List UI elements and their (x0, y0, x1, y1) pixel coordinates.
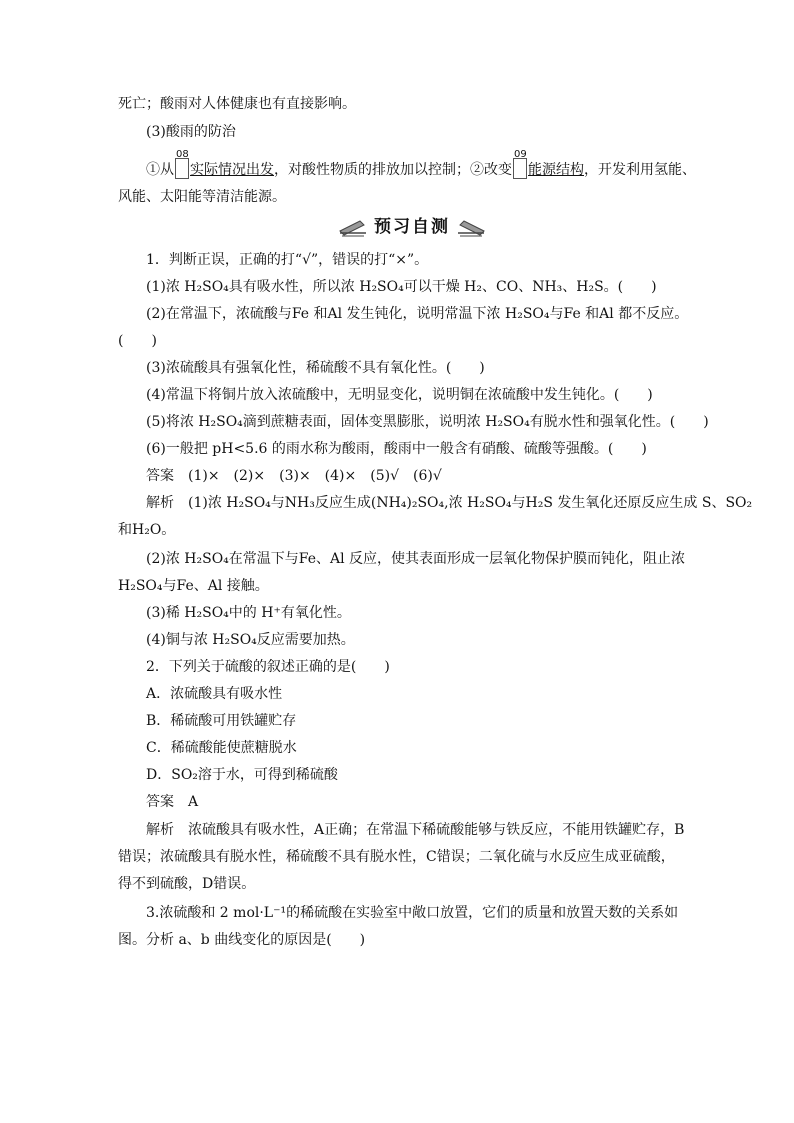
explanation-line: 得不到硫酸，D错误。 (118, 876, 256, 892)
question-item: (5)将浓 H₂SO₄滴到蔗糖表面，固体变黑膨胀，说明浓 H₂SO₄有脱水性和强氧化性。( ) (146, 414, 709, 430)
question-item: ( ) (118, 333, 157, 349)
section-title: 预习自测 (338, 214, 488, 240)
pencil-icon (456, 217, 486, 237)
text-line: 死亡；酸雨对人体健康也有直接影响。 (118, 96, 356, 112)
answer-blank: 08 (175, 158, 189, 179)
explanation-line: 和H₂O。 (118, 522, 176, 538)
explanation-label: 解析 (146, 495, 174, 511)
explanation-line: H₂SO₄与Fe、Al 接触。 (118, 578, 269, 594)
answer-blank: 09 (513, 158, 527, 179)
explanation-line: (2)浓 H₂SO₄在常温下与Fe、Al 反应，使其表面形成一层氧化物保护膜而钝化，阻止浓 (146, 551, 686, 567)
answer-line: 答案 A (146, 794, 199, 810)
question-item: (2)在常温下，浓硫酸与Fe 和Al 发生钝化，说明常温下浓 H₂SO₄与Fe 和Al 都不反应。 (146, 306, 689, 322)
question-2: 2．下列关于硫酸的叙述正确的是( ) (146, 659, 390, 675)
pencil-icon (338, 217, 368, 237)
option-d: D．SO₂溶于水，可得到稀硫酸 (146, 767, 338, 783)
explanation-line: (3)稀 H₂SO₄中的 H⁺有氧化性。 (146, 605, 351, 621)
question-3-cont: 图。分析 a、b 曲线变化的原因是( ) (118, 932, 366, 948)
question-3: 3.浓硫酸和 2 mol·L⁻¹的稀硫酸在实验室中敞口放置，它们的质量和放置天数的关系如 (146, 905, 679, 921)
subsection-heading: (3)酸雨的防治 (146, 124, 236, 140)
answer-line: 答案 (1)× (2)× (3)× (4)× (5)√ (6)√ (146, 468, 442, 484)
explanation-label: 解析 (146, 822, 174, 838)
text-line: ①从 08 实际情况出发，对酸性物质的排放加以控制；②改变 09 能源结构，开发利用氢能、 (146, 149, 696, 178)
answer-label: 答案 (146, 468, 174, 484)
explanation-line: 错误；浓硫酸具有脱水性，稀硫酸不具有脱水性，C错误；二氧化硫与水反应生成亚硫酸， (118, 849, 675, 865)
question-item: (6)一般把 pH<5.6 的雨水称为酸雨，酸雨中一般含有硝酸、硫酸等强酸。( ) (146, 441, 647, 457)
option-a: A．浓硫酸具有吸水性 (146, 686, 283, 702)
answer-label: 答案 (146, 794, 174, 810)
option-c: C．稀硫酸能使蔗糖脱水 (146, 740, 297, 756)
question-item: (1)浓 H₂SO₄具有吸水性，所以浓 H₂SO₄可以干燥 H₂、CO、NH₃、H₂S。( ) (146, 279, 657, 295)
text-line: 风能、太阳能等清洁能源。 (118, 189, 286, 205)
question-1: 1．判断正误，正确的打“√”，错误的打“×”。 (146, 252, 429, 268)
question-item: (4)常温下将铜片放入浓硫酸中，无明显变化，说明铜在浓硫酸中发生钝化。( ) (146, 387, 653, 403)
question-item: (3)浓硫酸具有强氧化性，稀硫酸不具有氧化性。( ) (146, 360, 485, 376)
explanation-line: 解析 浓硫酸具有吸水性，A正确；在常温下稀硫酸能够与铁反应，不能用铁罐贮存，B (146, 822, 685, 838)
explanation-line: 解析 (1)浓 H₂SO₄与NH₃反应生成(NH₄)₂SO₄,浓 H₂SO₄与H₂S 发生氧化还原反应生成 S、SO₂ (146, 495, 753, 511)
option-b: B．稀硫酸可用铁罐贮存 (146, 713, 297, 729)
explanation-line: (4)铜与浓 H₂SO₄反应需要加热。 (146, 632, 355, 648)
